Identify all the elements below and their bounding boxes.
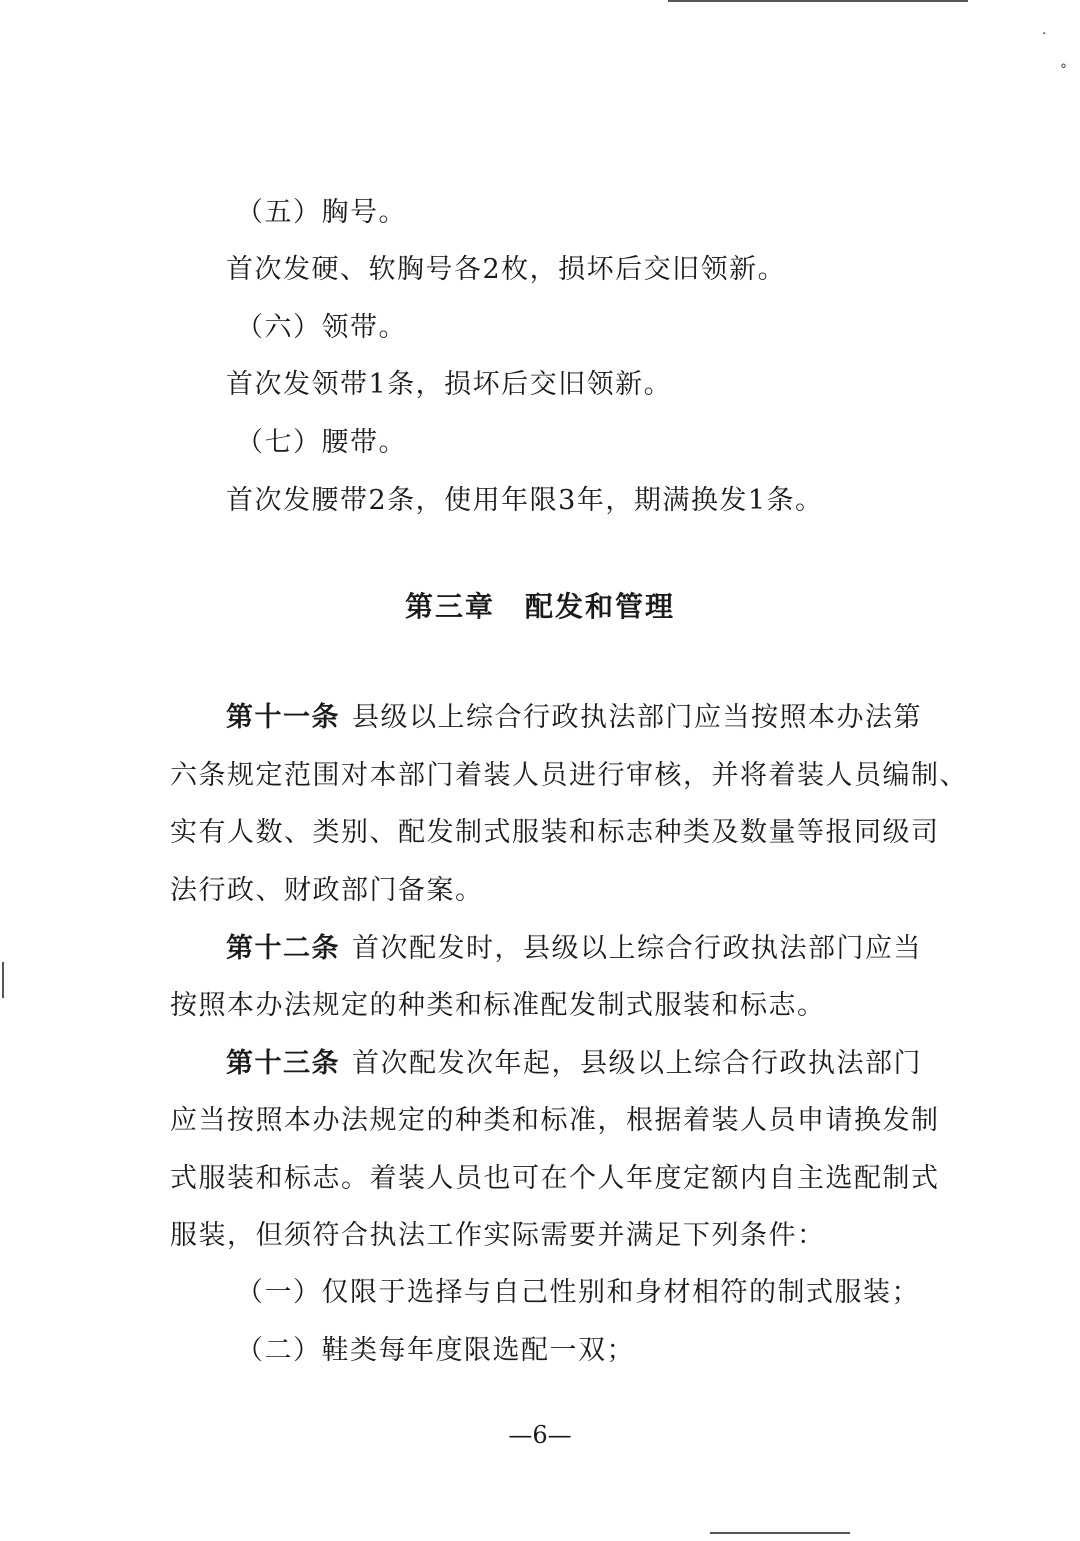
article-13-line: 式服装和标志。着装人员也可在个人年度定额内自主选配制式 xyxy=(170,1163,940,1194)
chapter-title: 配发和管理 xyxy=(525,590,676,623)
article-11-line: 六条规定范围对本部门着装人员进行审核，并将着装人员编制、 xyxy=(170,760,968,791)
chapter-heading xyxy=(0,590,1080,624)
article-label: 第十二条 xyxy=(226,933,340,964)
article-11-line: 法行政、财政部门备案。 xyxy=(170,875,484,906)
item-heading: （七）腰带。 xyxy=(236,427,407,458)
article-text: 首次配发次年起，县级以上综合行政执法部门 xyxy=(352,1048,922,1079)
article-13-line: 应当按照本办法规定的种类和标准，根据着装人员申请换发制 xyxy=(170,1105,940,1136)
article-text: 首次配发时，县级以上综合行政执法部门应当 xyxy=(352,933,922,964)
page-number: —6— xyxy=(508,1421,572,1449)
item-body: 首次发硬、软胸号各2枚，损坏后交旧领新。 xyxy=(226,254,787,285)
article-text: 县级以上综合行政执法部门应当按照本办法第 xyxy=(352,702,922,733)
article-12-line: 按照本办法规定的种类和标准配发制式服装和标志。 xyxy=(170,990,826,1021)
item-body: 首次发领带1条，损坏后交旧领新。 xyxy=(226,369,673,400)
article-13-line xyxy=(226,1047,922,1081)
article-label: 第十一条 xyxy=(226,702,340,733)
scan-speck: · xyxy=(1042,26,1047,42)
article-12-line xyxy=(226,932,922,966)
scan-line-top xyxy=(668,0,968,2)
article-11-line xyxy=(226,701,922,735)
scan-line-left xyxy=(2,962,4,998)
article-label: 第十三条 xyxy=(226,1048,340,1079)
scan-speck: ° xyxy=(1060,62,1067,78)
article-13-line: 服装，但须符合执法工作实际需要并满足下列条件： xyxy=(170,1220,826,1251)
item-heading: （六）领带。 xyxy=(236,312,407,343)
condition-item: （一）仅限于选择与自己性别和身材相符的制式服装； xyxy=(236,1277,920,1308)
item-body: 首次发腰带2条，使用年限3年，期满换发1条。 xyxy=(226,485,824,516)
article-11-line: 实有人数、类别、配发制式服装和标志种类及数量等报同级司 xyxy=(170,817,940,848)
chapter-number: 第三章 xyxy=(404,590,495,623)
condition-item: （二）鞋类每年度限选配一双； xyxy=(236,1335,635,1366)
item-heading: （五）胸号。 xyxy=(236,197,407,228)
scan-line-bottom xyxy=(710,1532,850,1534)
